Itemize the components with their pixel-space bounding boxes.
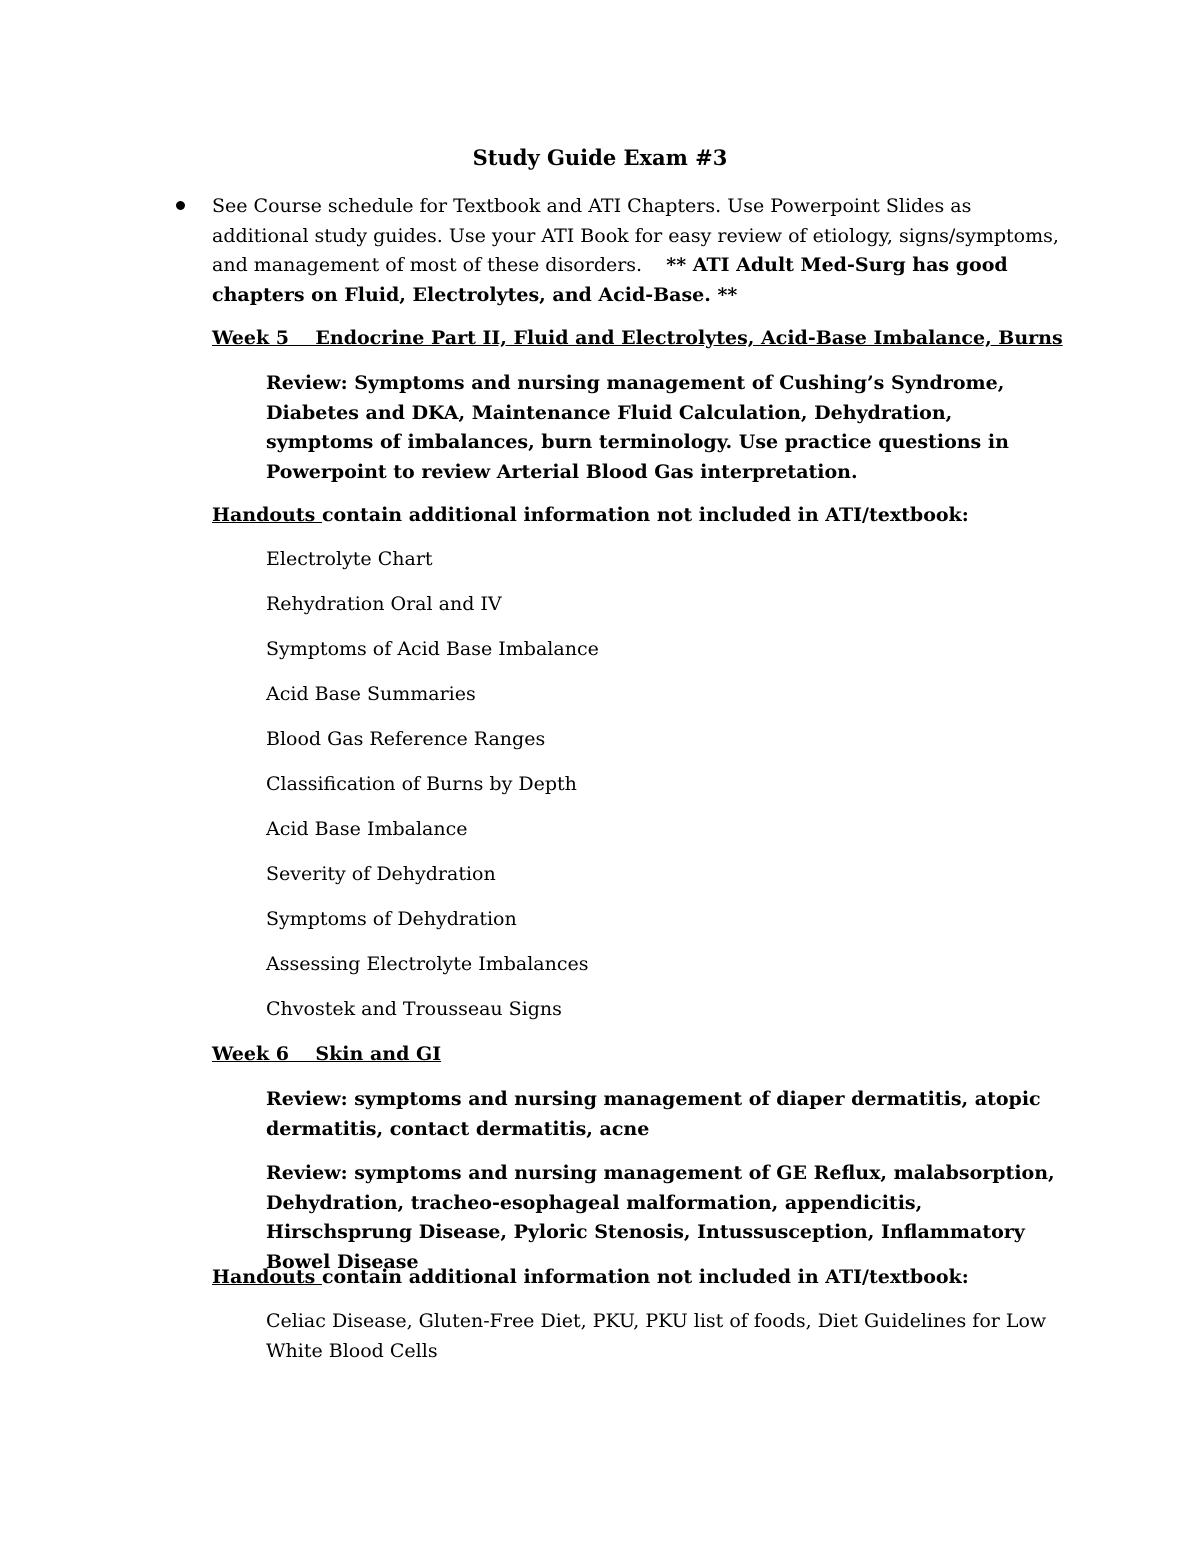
week5-heading: Week 5 Endocrine Part II, Fluid and Electrolytes, Acid-Base Imbalance, Burns <box>212 327 1063 349</box>
list-item: Blood Gas Reference Ranges <box>266 728 546 750</box>
week6-handouts-label: Handouts <box>212 1266 322 1288</box>
intro-text: See Course schedule for Textbook and ATI Chapters. Use Powerpoint Slides as additional study guides. Use your ATI Book for easy review of etiology, signs/symptoms, and management of most of these disorders. <box>212 195 1059 276</box>
list-item: Rehydration Oral and IV <box>266 593 502 615</box>
week5-handout-list <box>266 545 599 1040</box>
list-item: Acid Base Summaries <box>266 683 476 705</box>
list-item: Classification of Burns by Depth <box>266 773 577 795</box>
week5-handouts-label: Handouts <box>212 504 322 526</box>
week6-review-skin: Review: symptoms and nursing management of diaper dermatitis, atopic dermatitis, contact dermatitis, acne <box>266 1088 1041 1140</box>
document-title: Study Guide Exam #3 <box>472 145 728 170</box>
intro-bold-note: ** ATI Adult Med-Surg has good chapters on Fluid, Electrolytes, and Acid-Base. ** <box>212 254 1008 306</box>
week5-review: Review: Symptoms and nursing management of Cushing’s Syndrome, Diabetes and DKA, Maintenance Fluid Calculation, Dehydration, symptoms of imbalances, burn terminology. Use practice questions in Powerpoint to review Arterial Blood Gas interpretation. <box>266 372 1009 483</box>
week5-handouts-rest: contain additional information not included in ATI/textbook: <box>321 504 969 526</box>
list-item: Symptoms of Acid Base Imbalance <box>266 638 599 660</box>
list-item: Chvostek and Trousseau Signs <box>266 998 562 1020</box>
list-item: Electrolyte Chart <box>266 548 433 570</box>
list-item: Symptoms of Dehydration <box>266 908 517 930</box>
week6-handouts-text: Celiac Disease, Gluten-Free Diet, PKU, PKU list of foods, Diet Guidelines for Low White Blood Cells <box>266 1310 1047 1362</box>
week6-handouts-rest: contain additional information not included in ATI/textbook: <box>321 1266 969 1288</box>
week6-heading: Week 6 Skin and GI <box>212 1043 442 1065</box>
intro-paragraph <box>212 192 1062 310</box>
week5-handouts-intro <box>212 501 969 531</box>
list-item: Assessing Electrolyte Imbalances <box>266 953 589 975</box>
list-item: Acid Base Imbalance <box>266 818 468 840</box>
week6-review-gi: Review: symptoms and nursing management of GE Reflux, malabsorption, Dehydration, tracheo-esophageal malformation, appendicitis, Hirschsprung Disease, Pyloric Stenosis, Intussusception, Inflammatory Bowel Disease <box>266 1162 1055 1273</box>
bullet-icon <box>176 201 185 210</box>
week6-handouts-intro <box>212 1263 969 1293</box>
list-item: Severity of Dehydration <box>266 863 496 885</box>
